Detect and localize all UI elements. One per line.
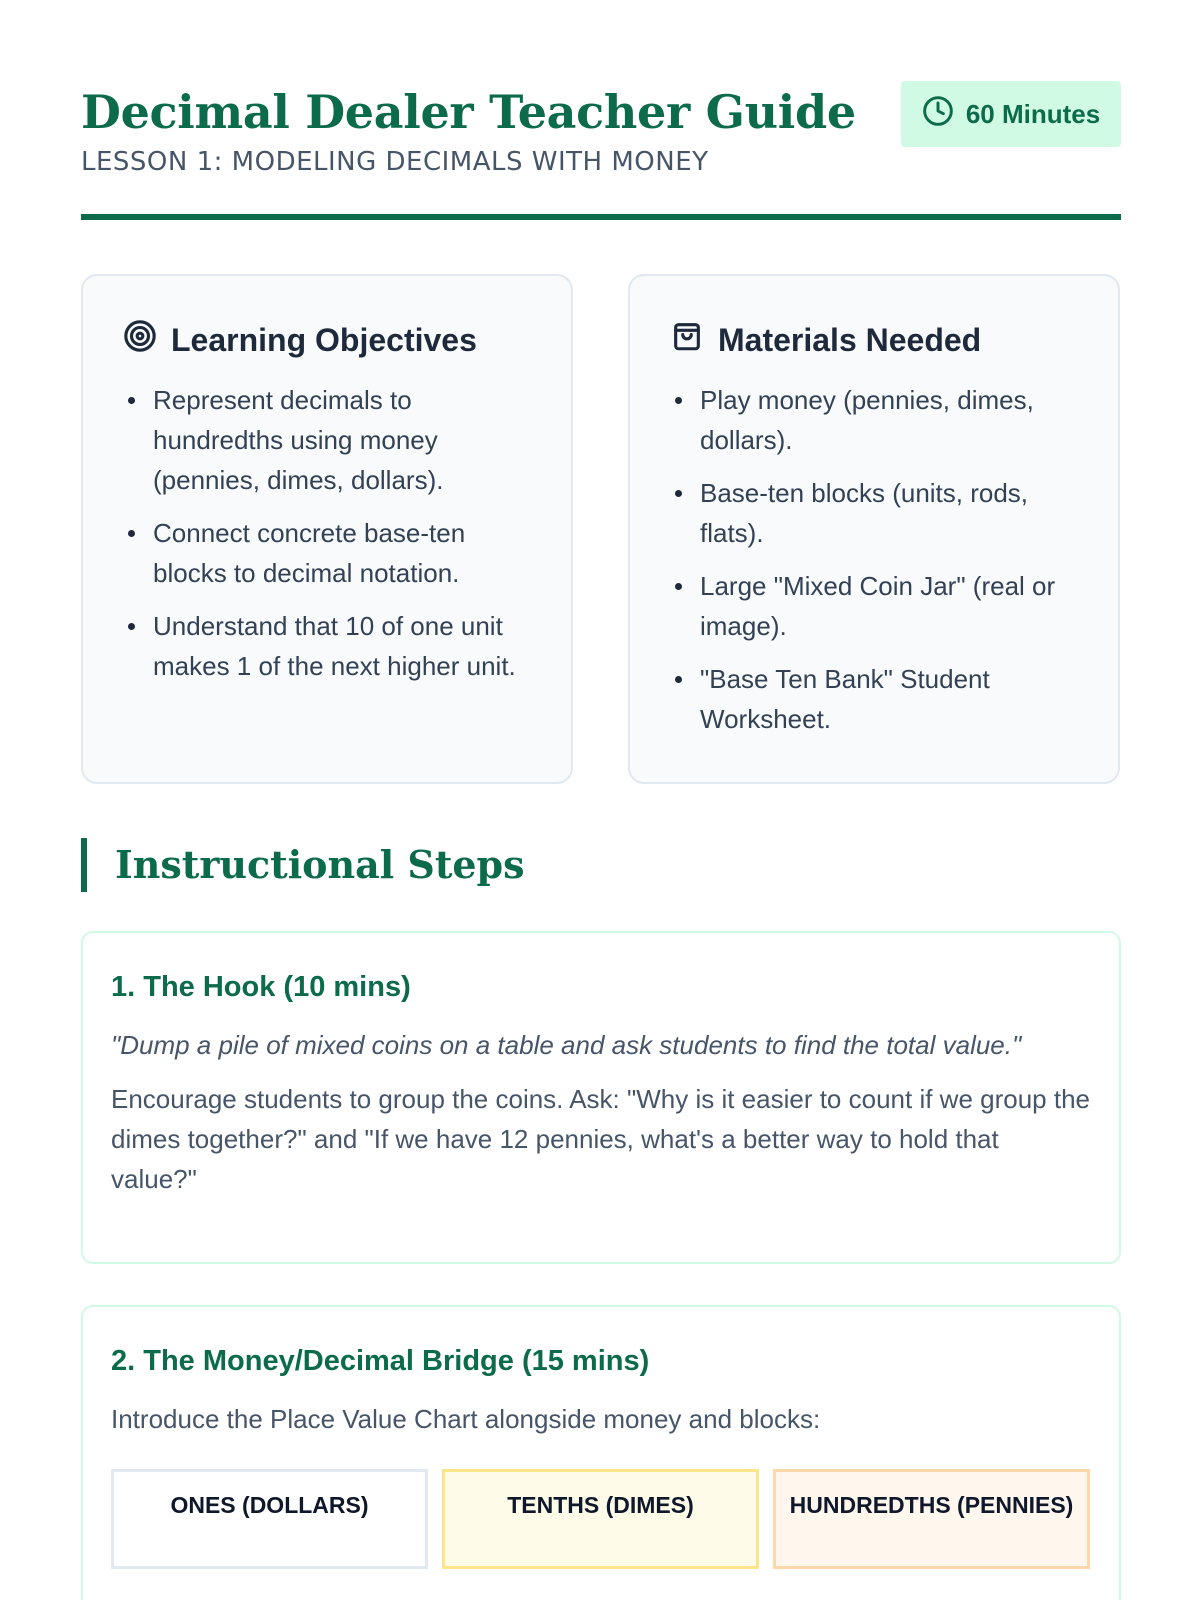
duration-badge [901,81,1121,147]
lesson-subtitle: LESSON 1: MODELING DECIMALS WITH MONEY [81,147,709,177]
materials-list [670,380,1078,739]
target-icon [123,319,157,361]
material-item: Play money (pennies, dimes, dollars). [670,380,1078,460]
material-item: "Base Ten Bank" Student Worksheet. [670,659,1078,739]
materials-heading [670,320,1078,360]
step-card-money-decimal-bridge [81,1305,1121,1600]
learning-objectives-card [81,274,573,784]
place-value-column-hundredths: HUNDREDTHS (PENNIES) [773,1469,1090,1569]
objective-item: Connect concrete base-ten blocks to decimal notation. [123,513,531,593]
instructional-steps-heading: Instructional Steps [81,838,525,892]
page-title: Decimal Dealer Teacher Guide [81,85,856,139]
shopping-bag-icon [670,319,704,361]
clock-icon [922,95,954,134]
page-header [81,78,1121,220]
header-divider [81,214,1121,220]
step-title: 2. The Money/Decimal Bridge (15 mins) [111,1345,650,1377]
material-item: Base-ten blocks (units, rods, flats). [670,473,1078,553]
objectives-heading [123,320,531,360]
place-value-column-ones: ONES (DOLLARS) [111,1469,428,1569]
step-description: Introduce the Place Value Chart alongside money and blocks: [111,1404,821,1434]
materials-title: Materials Needed [718,321,982,358]
duration-label: 60 Minutes [965,98,1101,129]
objectives-title: Learning Objectives [171,321,477,358]
step-quote: "Dump a pile of mixed coins on a table and ask students to find the total value." [111,1030,1022,1060]
place-value-column-tenths: TENTHS (DIMES) [442,1469,759,1569]
place-value-chart [111,1469,1091,1569]
step-title: 1. The Hook (10 mins) [111,971,411,1003]
objective-item: Represent decimals to hundredths using money (pennies, dimes, dollars). [123,380,531,500]
material-item: Large "Mixed Coin Jar" (real or image). [670,566,1078,646]
objectives-list [123,380,531,686]
step-card-hook [81,931,1121,1264]
step-description: Encourage students to group the coins. Ask: "Why is it easier to count if we group the dimes together?" and "If we have 12 pennies, what's a better way to hold that value?" [111,1084,1090,1194]
objective-item: Understand that 10 of one unit makes 1 of the next higher unit. [123,606,531,686]
materials-needed-card [628,274,1120,784]
